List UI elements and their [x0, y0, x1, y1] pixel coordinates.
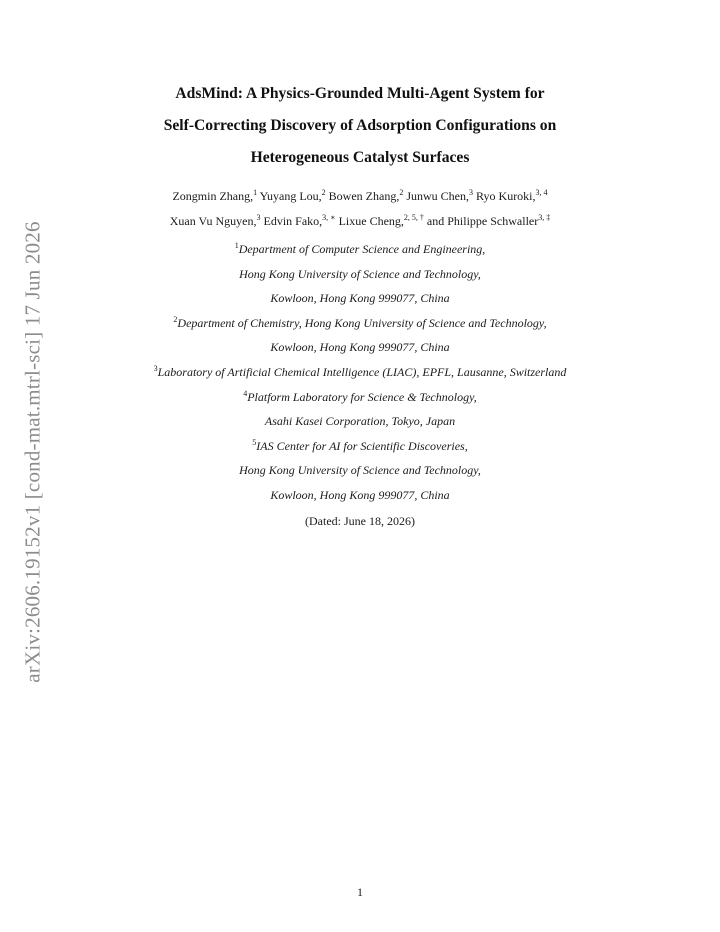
affiliation-line	[0, 434, 720, 459]
author-affil-mark: 2	[399, 188, 404, 197]
author-affil-mark: 3, ‡	[538, 212, 551, 222]
author-affil-mark: 2	[321, 188, 326, 197]
page-number: 1	[357, 885, 363, 899]
affiliation-line	[0, 237, 720, 262]
affiliation-line	[0, 286, 720, 311]
author-name: Zongmin Zhang,	[172, 189, 254, 203]
affiliation-line	[0, 483, 720, 508]
author-name: Junwu Chen,	[406, 189, 469, 203]
author-name: Xuan Vu Nguyen,	[169, 213, 257, 228]
arxiv-identifier-stamp: arXiv:2606.19152v1 [cond-mat.mtrl-sci] 17 Jun 2026	[20, 221, 45, 683]
author-name: Bowen Zhang,	[328, 189, 400, 203]
author-name: Lixue Cheng,	[338, 213, 404, 228]
affiliation-list	[0, 237, 720, 508]
author-name: Ryo Kuroki,	[476, 189, 536, 203]
affiliation-line	[0, 311, 720, 336]
author-affil-mark: 3, 4	[535, 188, 548, 197]
paper-title	[0, 78, 720, 174]
author-name: Edvin Fako,	[263, 213, 323, 228]
affiliation-text: Hong Kong University of Science and Technology,	[239, 266, 481, 281]
affiliation-text: Department of Chemistry, Hong Kong University of Science and Technology,	[177, 315, 547, 330]
affiliation-line	[0, 335, 720, 360]
title-line: Self-Correcting Discovery of Adsorption Configurations on	[163, 117, 557, 134]
author-affil-mark: 2, 5, †	[403, 212, 424, 222]
author-name: Yuyang Lou,	[259, 189, 322, 203]
affiliation-number: 5	[252, 437, 257, 447]
affiliation-text: Kowloon, Hong Kong 999077, China	[270, 340, 450, 355]
author-line-1	[0, 184, 720, 209]
author-name: and Philippe Schwaller	[426, 213, 539, 228]
affiliation-line	[0, 385, 720, 410]
affiliation-text: IAS Center for AI for Scientific Discoveries,	[256, 438, 468, 453]
affiliation-text: Department of Computer Science and Engineering,	[238, 242, 486, 256]
affiliation-number: 1	[234, 241, 239, 250]
affiliation-line	[0, 360, 720, 385]
author-affil-mark: 1	[253, 188, 258, 197]
dated-line: (Dated: June 18, 2026)	[305, 514, 415, 528]
affiliation-text: Kowloon, Hong Kong 999077, China	[270, 291, 450, 306]
title-line: Heterogeneous Catalyst Surfaces	[250, 149, 470, 166]
affiliation-text: Asahi Kasei Corporation, Tokyo, Japan	[264, 414, 456, 429]
affiliation-number: 3	[153, 363, 158, 373]
affiliation-text: Kowloon, Hong Kong 999077, China	[270, 487, 450, 502]
author-affil-mark: 3	[469, 188, 473, 197]
author-line-2	[0, 209, 720, 234]
affiliation-line	[0, 458, 720, 483]
affiliation-line	[0, 409, 720, 434]
author-affil-mark: 3	[256, 212, 261, 222]
affiliation-text: Hong Kong University of Science and Technology,	[239, 463, 481, 478]
affiliation-number: 4	[243, 388, 248, 398]
author-affil-mark: 3, ∗	[322, 212, 336, 222]
affiliation-line	[0, 262, 720, 287]
affiliation-number: 2	[173, 314, 178, 324]
affiliation-text: Platform Laboratory for Science & Technology,	[247, 389, 477, 404]
author-list	[0, 184, 720, 233]
title-line: AdsMind: A Physics-Grounded Multi-Agent System for	[175, 85, 545, 102]
affiliation-text: Laboratory of Artificial Chemical Intelligence (LIAC), EPFL, Lausanne, Switzerland	[157, 364, 567, 379]
